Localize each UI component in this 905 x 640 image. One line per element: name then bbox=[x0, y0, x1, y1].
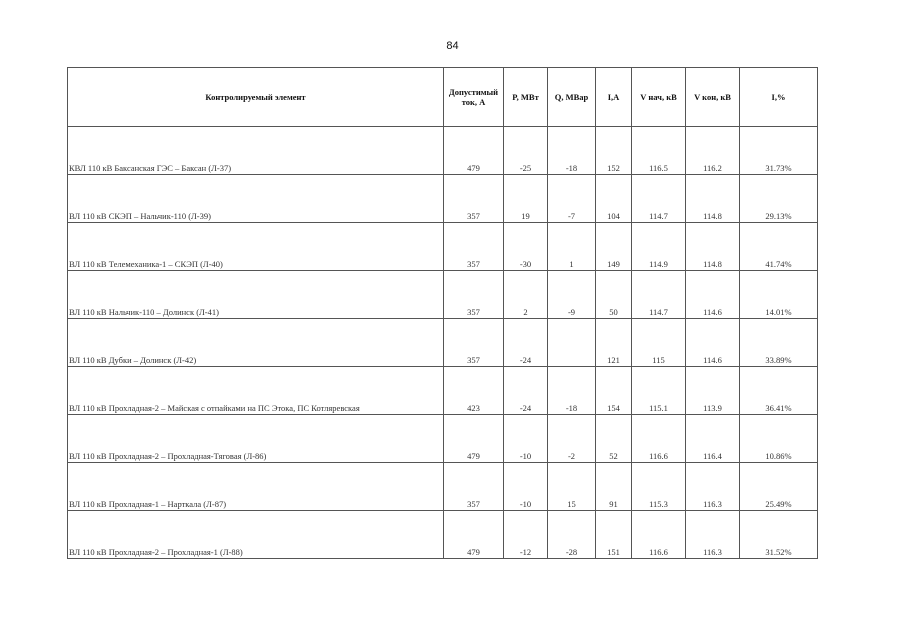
header-current: I,А bbox=[596, 68, 632, 127]
cell-p: -12 bbox=[504, 511, 548, 559]
cell-v-end: 113.9 bbox=[686, 367, 740, 415]
cell-v-end: 114.8 bbox=[686, 175, 740, 223]
header-q: Q, МВар bbox=[548, 68, 596, 127]
cell-p: -24 bbox=[504, 319, 548, 367]
cell-current: 154 bbox=[596, 367, 632, 415]
table-row bbox=[68, 127, 818, 175]
cell-load-percent: 14.01% bbox=[740, 271, 818, 319]
cell-current: 151 bbox=[596, 511, 632, 559]
cell-allowed-current: 357 bbox=[444, 319, 504, 367]
table-row bbox=[68, 511, 818, 559]
cell-v-start: 116.5 bbox=[632, 127, 686, 175]
cell-v-end: 116.4 bbox=[686, 415, 740, 463]
page-number: 84 bbox=[446, 40, 459, 52]
cell-v-start: 114.9 bbox=[632, 223, 686, 271]
cell-current: 121 bbox=[596, 319, 632, 367]
header-v-end: V кон, кВ bbox=[686, 68, 740, 127]
cell-v-end: 116.2 bbox=[686, 127, 740, 175]
cell-p: -10 bbox=[504, 463, 548, 511]
cell-p: -10 bbox=[504, 415, 548, 463]
cell-q: -7 bbox=[548, 175, 596, 223]
cell-v-end: 116.3 bbox=[686, 463, 740, 511]
cell-element: ВЛ 110 кВ Прохладная-2 – Майская с отпайками на ПС Этока, ПС Котляревская bbox=[68, 367, 444, 415]
header-v-start: V нач, кВ bbox=[632, 68, 686, 127]
cell-v-start: 115.1 bbox=[632, 367, 686, 415]
cell-element: КВЛ 110 кВ Баксанская ГЭС – Баксан (Л-37) bbox=[68, 127, 444, 175]
cell-p: -24 bbox=[504, 367, 548, 415]
table-row bbox=[68, 175, 818, 223]
table-body bbox=[68, 127, 818, 559]
cell-allowed-current: 479 bbox=[444, 511, 504, 559]
cell-v-end: 116.3 bbox=[686, 511, 740, 559]
header-p: P, МВт bbox=[504, 68, 548, 127]
cell-q: -28 bbox=[548, 511, 596, 559]
cell-current: 91 bbox=[596, 463, 632, 511]
cell-load-percent: 36.41% bbox=[740, 367, 818, 415]
cell-p: -25 bbox=[504, 127, 548, 175]
header-allowed-current: Допустимый ток, А bbox=[444, 68, 504, 127]
header-load-percent: I,% bbox=[740, 68, 818, 127]
cell-allowed-current: 479 bbox=[444, 415, 504, 463]
cell-allowed-current: 357 bbox=[444, 463, 504, 511]
cell-v-start: 116.6 bbox=[632, 511, 686, 559]
cell-current: 149 bbox=[596, 223, 632, 271]
cell-v-end: 114.8 bbox=[686, 223, 740, 271]
cell-q bbox=[548, 319, 596, 367]
cell-q: -9 bbox=[548, 271, 596, 319]
cell-load-percent: 33.89% bbox=[740, 319, 818, 367]
cell-p: 19 bbox=[504, 175, 548, 223]
cell-q: 1 bbox=[548, 223, 596, 271]
results-table bbox=[67, 67, 818, 559]
cell-allowed-current: 479 bbox=[444, 127, 504, 175]
cell-p: 2 bbox=[504, 271, 548, 319]
cell-v-start: 114.7 bbox=[632, 175, 686, 223]
cell-load-percent: 41.74% bbox=[740, 223, 818, 271]
cell-allowed-current: 423 bbox=[444, 367, 504, 415]
cell-q: -18 bbox=[548, 127, 596, 175]
cell-v-end: 114.6 bbox=[686, 319, 740, 367]
cell-v-start: 114.7 bbox=[632, 271, 686, 319]
table-row bbox=[68, 415, 818, 463]
table-row bbox=[68, 223, 818, 271]
cell-current: 152 bbox=[596, 127, 632, 175]
cell-element: ВЛ 110 кВ Нальчик-110 – Долинск (Л-41) bbox=[68, 271, 444, 319]
cell-load-percent: 29.13% bbox=[740, 175, 818, 223]
cell-load-percent: 31.73% bbox=[740, 127, 818, 175]
cell-p: -30 bbox=[504, 223, 548, 271]
table-row bbox=[68, 319, 818, 367]
cell-element: ВЛ 110 кВ Прохладная-1 – Нарткала (Л-87) bbox=[68, 463, 444, 511]
table-row bbox=[68, 367, 818, 415]
cell-allowed-current: 357 bbox=[444, 175, 504, 223]
cell-element: ВЛ 110 кВ Прохладная-2 – Прохладная-Тяговая (Л-86) bbox=[68, 415, 444, 463]
cell-load-percent: 10.86% bbox=[740, 415, 818, 463]
cell-current: 50 bbox=[596, 271, 632, 319]
cell-q: -2 bbox=[548, 415, 596, 463]
cell-current: 104 bbox=[596, 175, 632, 223]
cell-current: 52 bbox=[596, 415, 632, 463]
cell-v-start: 116.6 bbox=[632, 415, 686, 463]
cell-element: ВЛ 110 кВ Прохладная-2 – Прохладная-1 (Л-88) bbox=[68, 511, 444, 559]
header-element: Контролируемый элемент bbox=[68, 68, 444, 127]
cell-load-percent: 25.49% bbox=[740, 463, 818, 511]
cell-q: -18 bbox=[548, 367, 596, 415]
cell-element: ВЛ 110 кВ Телемеханика-1 – СКЭП (Л-40) bbox=[68, 223, 444, 271]
cell-q: 15 bbox=[548, 463, 596, 511]
cell-v-start: 115.3 bbox=[632, 463, 686, 511]
cell-allowed-current: 357 bbox=[444, 223, 504, 271]
table-row bbox=[68, 271, 818, 319]
table-header-row bbox=[68, 68, 818, 127]
cell-load-percent: 31.52% bbox=[740, 511, 818, 559]
cell-allowed-current: 357 bbox=[444, 271, 504, 319]
cell-element: ВЛ 110 кВ СКЭП – Нальчик-110 (Л-39) bbox=[68, 175, 444, 223]
cell-v-start: 115 bbox=[632, 319, 686, 367]
cell-element: ВЛ 110 кВ Дубки – Долинск (Л-42) bbox=[68, 319, 444, 367]
cell-v-end: 114.6 bbox=[686, 271, 740, 319]
table-row bbox=[68, 463, 818, 511]
